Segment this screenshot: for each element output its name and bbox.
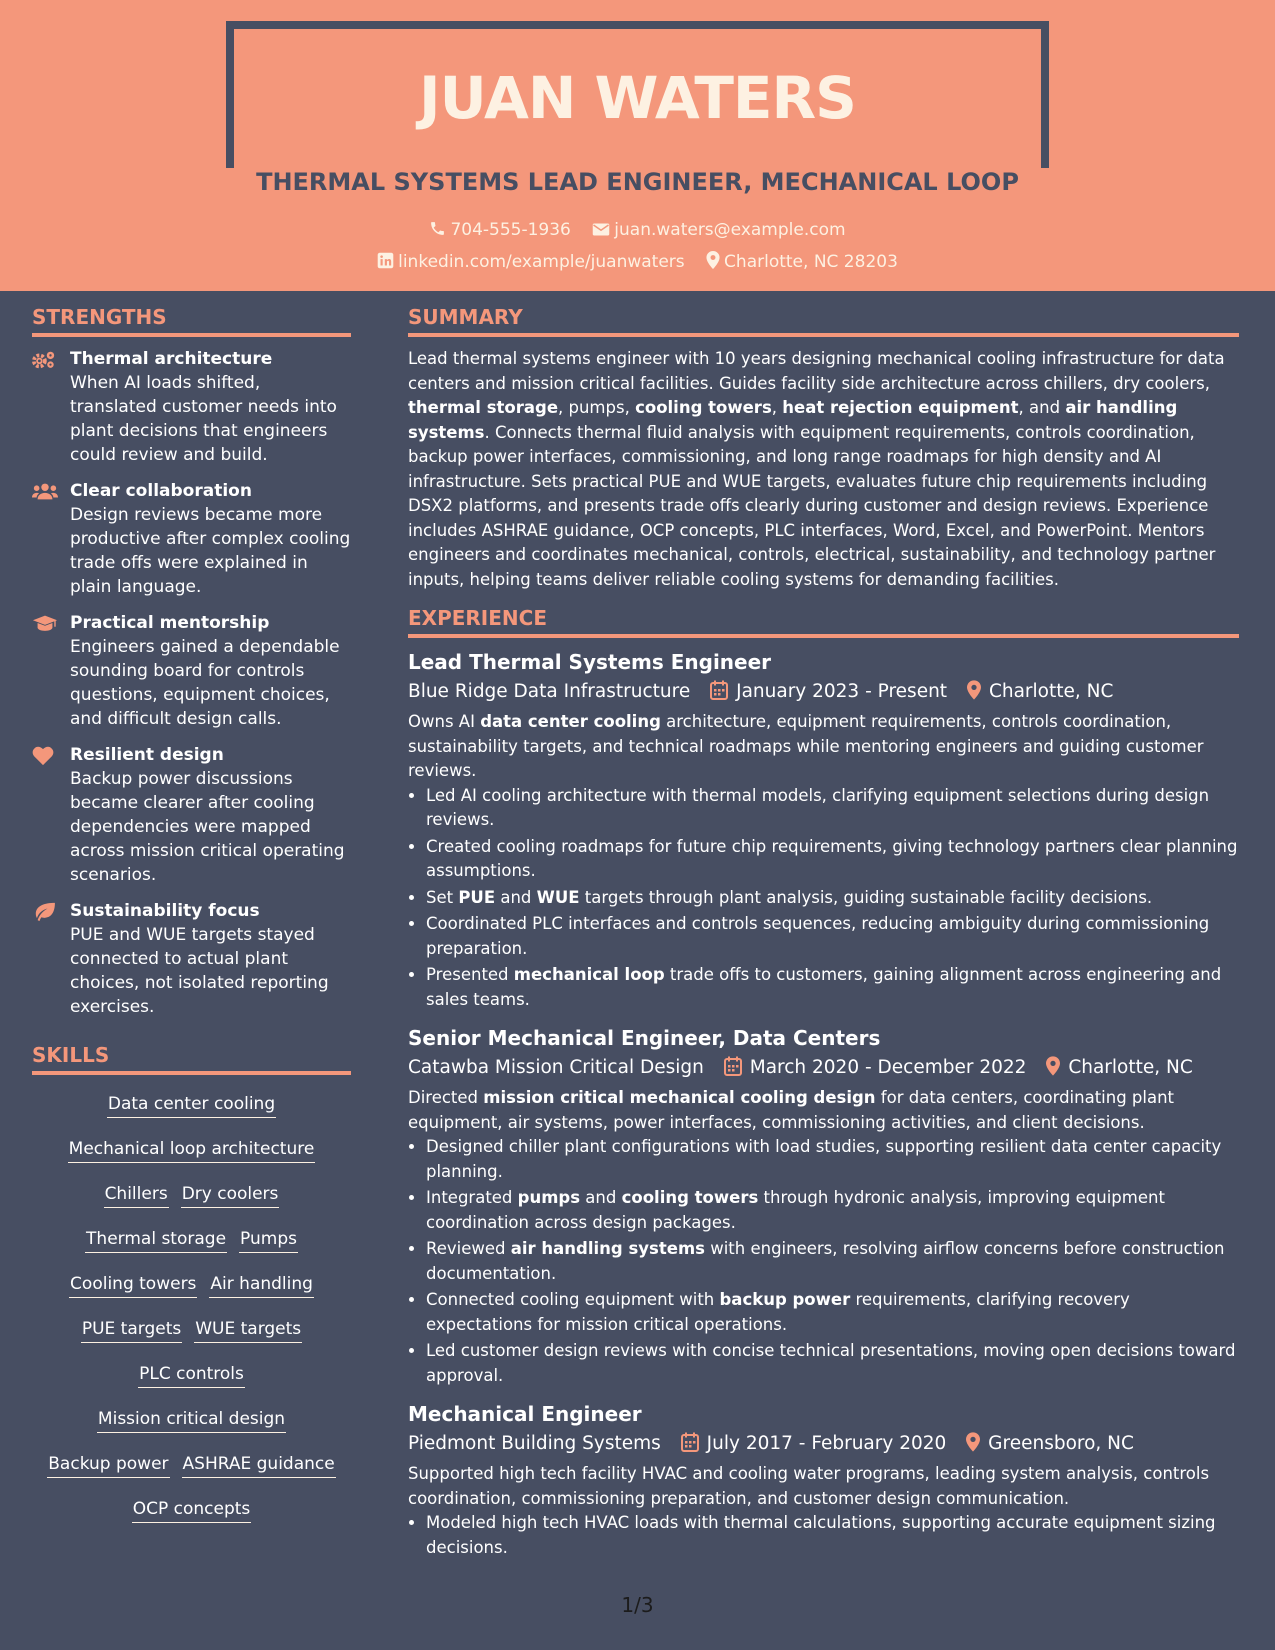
skill-tag: PLC controls <box>138 1361 245 1388</box>
leaf-icon <box>32 902 56 922</box>
skill-tag: Chillers <box>104 1181 169 1208</box>
bullet-item: • Created cooling roadmaps for future chip requirements, giving technology partners clear planning assumptions. <box>426 835 1239 884</box>
right-column <box>408 305 1239 1572</box>
bullet-item: • Reviewed air handling systems with engineers, resolving airflow concerns before construction documentation. <box>426 1237 1239 1286</box>
job-description: Owns AI data center cooling architecture, equipment requirements, controls coordination, sustainability targets, and technical roadmaps while mentoring engineers and guiding customer reviews. <box>408 712 1204 780</box>
skill-tag: Pumps <box>239 1226 298 1253</box>
strength-text: Engineers gained a dependable sounding board for controls questions, equipment choices, and difficult design calls. <box>70 637 340 729</box>
contact-row-2 <box>0 251 1275 272</box>
calendar-icon <box>710 680 728 700</box>
strength-item <box>32 611 351 731</box>
skill-tag: Cooling towers <box>69 1271 197 1298</box>
skill-tag: PUE targets <box>81 1316 182 1343</box>
skill-tag: ASHRAE guidance <box>182 1451 336 1478</box>
strength-title: Practical mentorship <box>70 613 270 633</box>
summary-text: Lead thermal systems engineer with 10 years designing mechanical cooling infrastructure for data centers and mission critical facilities. Guides facility side architecture across chillers, dry coolers, thermal storage, pumps, cooling towers, heat rejection equipment, and air handling systems. Connects thermal fluid analysis with equipment requirements, controls coordination, backup power interfaces, commissioning, and long range roadmaps for high density and AI infrastructure. Sets practical PUE and WUE targets, evaluates future chip requirements including DSX2 platforms, and presents trade offs clearly during customer and design reviews. Experience includes ASHRAE guidance, OCP concepts, PLC interfaces, Word, Excel, and PowerPoint. Mentors engineers and coordinates mechanical, controls, electrical, sustainability, and technology partner inputs, helping teams deliver reliable cooling systems for demanding facilities. <box>408 349 1225 589</box>
job-company: Catawba Mission Critical Design <box>408 1057 704 1078</box>
contact-row-1 <box>0 220 1275 240</box>
map-pin-icon <box>1046 1056 1060 1076</box>
strength-title: Sustainability focus <box>70 901 260 921</box>
job-dates: January 2023 - Present <box>736 681 948 702</box>
envelope-icon <box>592 222 610 237</box>
bullet-item: • Integrated pumps and cooling towers through hydronic analysis, improving equipment coordination across design packages. <box>426 1186 1239 1235</box>
location-contact <box>706 251 898 272</box>
location-text: Charlotte, NC 28203 <box>724 252 898 272</box>
bullet-item: • Led customer design reviews with concise technical presentations, moving open decisions toward approval. <box>426 1339 1239 1388</box>
job-entry <box>408 1400 1239 1560</box>
job-headline: THERMAL SYSTEMS LEAD ENGINEER, MECHANICAL LOOP <box>256 168 1019 196</box>
linkedin-icon <box>377 252 394 269</box>
bullet-item: • Set PUE and WUE targets through plant analysis, guiding sustainable facility decisions. <box>426 886 1239 911</box>
linkedin-contact[interactable] <box>377 252 685 272</box>
experience-heading: EXPERIENCE <box>408 606 1239 638</box>
job-description: Directed mission critical mechanical cooling design for data centers, coordinating plant equipment, air systems, power interfaces, commissioning activities, and client decisions. <box>408 1088 1175 1132</box>
map-pin-icon <box>706 251 720 269</box>
skill-tag: Mechanical loop architecture <box>68 1136 316 1163</box>
job-company: Blue Ridge Data Infrastructure <box>408 681 691 702</box>
job-location: Charlotte, NC <box>1068 1057 1193 1078</box>
strength-item <box>32 479 351 599</box>
strength-item <box>32 899 351 1019</box>
graduation-cap-icon <box>32 614 58 632</box>
bullet-item: • Coordinated PLC interfaces and controls sequences, reducing ambiguity during commissioning preparation. <box>426 912 1239 961</box>
job-title: Mechanical Engineer <box>408 1402 642 1426</box>
job-bullets <box>408 784 1239 1013</box>
job-title: Senior Mechanical Engineer, Data Centers <box>408 1026 881 1050</box>
strength-text: PUE and WUE targets stayed connected to actual plant choices, not isolated reporting exercises. <box>70 925 329 1017</box>
job-title: Lead Thermal Systems Engineer <box>408 650 772 674</box>
job-meta <box>408 1052 1239 1084</box>
phone-text: 704-555-1936 <box>450 220 571 240</box>
skill-tag: Mission critical design <box>97 1406 286 1433</box>
map-pin-icon <box>966 1432 980 1452</box>
job-meta <box>408 1428 1239 1460</box>
linkedin-text[interactable]: linkedin.com/example/juanwaters <box>398 252 685 272</box>
job-location: Charlotte, NC <box>988 681 1114 702</box>
skill-tag: OCP concepts <box>132 1496 252 1523</box>
job-bullets <box>408 1511 1239 1560</box>
calendar-icon <box>724 1056 742 1076</box>
job-location: Greensboro, NC <box>988 1433 1134 1454</box>
skill-tag: WUE targets <box>194 1316 302 1343</box>
job-description: Supported high tech facility HVAC and cooling water programs, leading system analysis, controls coordination, commissioning preparation, and customer design communication. <box>408 1464 1210 1508</box>
bullet-item: • Designed chiller plant configurations with load studies, supporting resilient data center capacity planning. <box>426 1135 1239 1184</box>
skill-tag: Data center cooling <box>107 1091 276 1118</box>
resume-header <box>0 0 1275 291</box>
skill-tag: Backup power <box>47 1451 169 1478</box>
skill-tag: Thermal storage <box>85 1226 227 1253</box>
strengths-heading: STRENGTHS <box>32 305 351 337</box>
job-entry <box>408 1024 1239 1388</box>
bullet-item: • Connected cooling equipment with backup power requirements, clarifying recovery expectations for mission critical operations. <box>426 1288 1239 1337</box>
summary-heading: SUMMARY <box>408 305 1239 337</box>
job-bullets <box>408 1135 1239 1388</box>
email-text[interactable]: juan.waters@example.com <box>614 220 846 240</box>
strength-item <box>32 347 351 467</box>
map-pin-icon <box>967 680 981 700</box>
users-icon <box>32 482 58 500</box>
left-column <box>32 305 351 1541</box>
strength-item <box>32 743 351 887</box>
page-number: 1/3 <box>621 1593 654 1617</box>
strength-text: Design reviews became more productive after complex cooling trade offs were explained in plain language. <box>70 505 351 597</box>
strength-text: When AI loads shifted, translated customer needs into plant decisions that engineers could review and build. <box>70 373 337 465</box>
skills-heading: SKILLS <box>32 1043 351 1075</box>
strength-text: Backup power discussions became clearer after cooling dependencies were mapped across mission critical operating scenarios. <box>70 769 345 885</box>
calendar-icon <box>681 1432 699 1452</box>
job-entry <box>408 648 1239 1012</box>
bullet-item: • Modeled high tech HVAC loads with thermal calculations, supporting accurate equipment sizing decisions. <box>426 1511 1239 1560</box>
gears-icon <box>32 350 56 370</box>
phone-icon <box>429 220 446 237</box>
bullet-item: • Presented mechanical loop trade offs to customers, gaining alignment across engineering and sales teams. <box>426 963 1239 1012</box>
strength-title: Clear collaboration <box>70 481 252 501</box>
candidate-name: JUAN WATERS <box>419 64 856 132</box>
skills-list <box>32 1085 351 1527</box>
email-contact[interactable] <box>592 220 845 240</box>
skill-tag: Dry coolers <box>181 1181 280 1208</box>
heart-icon <box>32 746 54 766</box>
bullet-item: • Led AI cooling architecture with thermal models, clarifying equipment selections during design reviews. <box>426 784 1239 833</box>
strength-title: Resilient design <box>70 745 224 765</box>
skill-tag: Air handling <box>209 1271 314 1298</box>
job-meta <box>408 676 1239 708</box>
phone-contact <box>429 220 570 240</box>
job-dates: July 2017 - February 2020 <box>706 1433 947 1454</box>
strength-title: Thermal architecture <box>70 349 273 369</box>
job-company: Piedmont Building Systems <box>408 1433 661 1454</box>
job-dates: March 2020 - December 2022 <box>749 1057 1027 1078</box>
